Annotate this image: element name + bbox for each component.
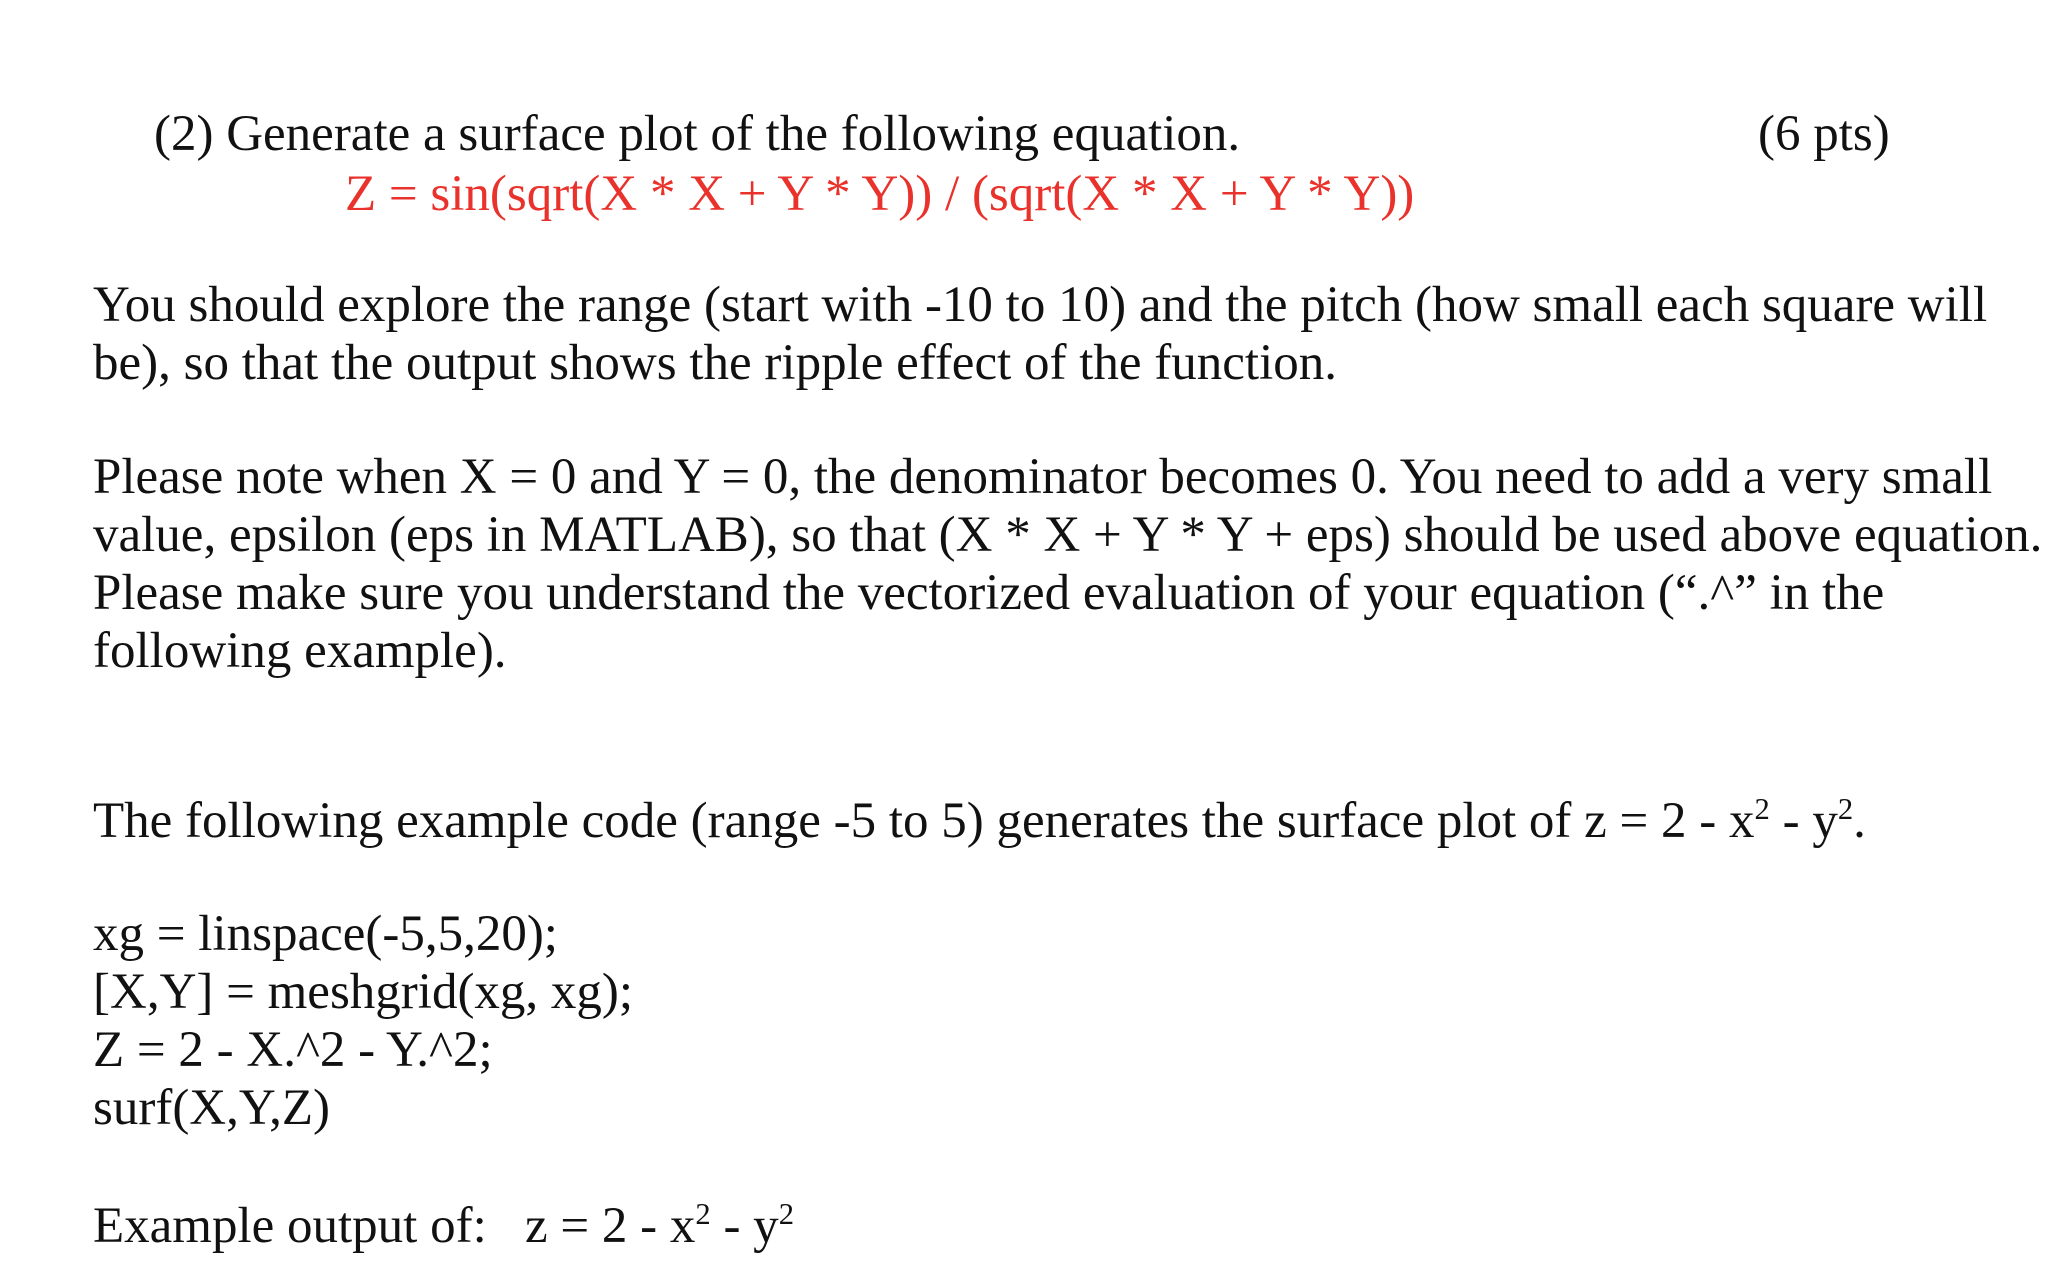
example-output-caption: [93, 1197, 794, 1255]
paragraph-line: be), so that the output shows the ripple effect of the function.: [93, 335, 1337, 391]
caption-formula: z = 2 - x: [525, 1198, 696, 1254]
paragraph-epsilon-note: [93, 448, 2042, 680]
example-code-block: [93, 905, 633, 1137]
caption-formula-mid: - y: [710, 1198, 779, 1254]
question-heading: (2) Generate a surface plot of the following equation.: [154, 106, 1241, 162]
superscript: 2: [695, 1197, 711, 1231]
code-line: xg = linspace(-5,5,20);: [93, 906, 558, 962]
superscript: 2: [1837, 792, 1854, 826]
intro-text: The following example code (range -5 to 5) generates the surface plot of z = 2 - x: [93, 793, 1755, 849]
paragraph-example-intro: [93, 792, 1866, 850]
paragraph-line: Please make sure you understand the vectorized evaluation of your equation (“.^” in the: [93, 565, 1885, 621]
paragraph-line: You should explore the range (start with -10 to 10) and the pitch (how small each square will: [93, 277, 1988, 333]
intro-text-end: .: [1853, 793, 1866, 849]
equation-text: Z = sin(sqrt(X * X + Y * Y)) / (sqrt(X * X + Y * Y)): [345, 166, 1415, 222]
points-label: (6 pts): [1758, 106, 1890, 162]
paragraph-line: value, epsilon (eps in MATLAB), so that (X * X + Y * Y + eps) should be used above equation.: [93, 507, 2043, 563]
intro-text-mid: - y: [1769, 793, 1838, 849]
caption-label: Example output of:: [93, 1198, 487, 1254]
superscript: 2: [1754, 792, 1770, 826]
code-line: Z = 2 - X.^2 - Y.^2;: [93, 1022, 493, 1078]
code-line: [X,Y] = meshgrid(xg, xg);: [93, 964, 634, 1020]
code-line: surf(X,Y,Z): [93, 1080, 331, 1136]
paragraph-line: Please note when X = 0 and Y = 0, the denominator becomes 0. You need to add a very small: [93, 449, 1993, 505]
paragraph-line: following example).: [93, 623, 507, 679]
paragraph-explore-range: [93, 276, 1987, 392]
superscript: 2: [778, 1197, 794, 1231]
